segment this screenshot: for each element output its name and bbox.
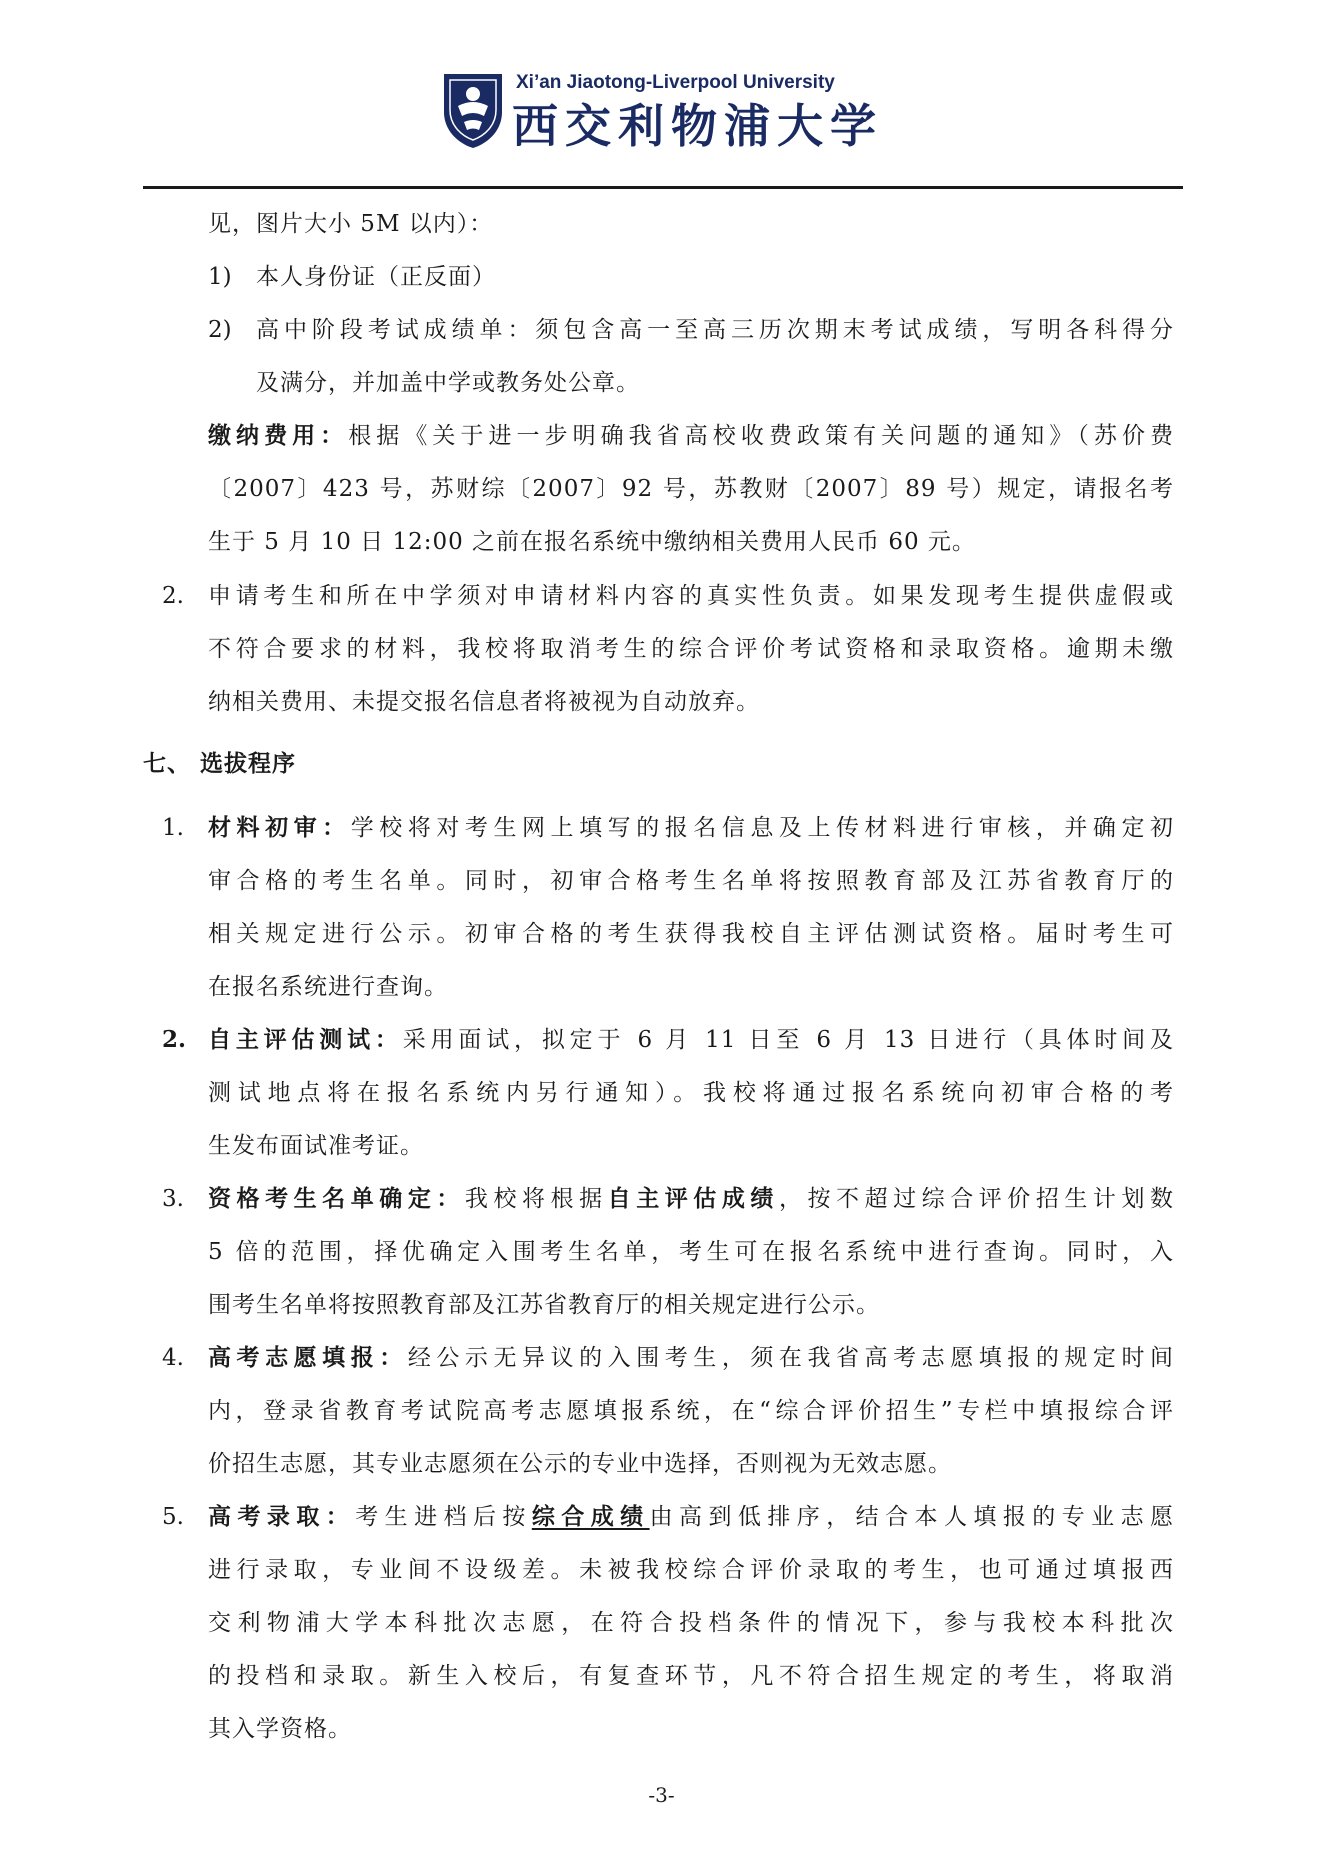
- step2-line2: 测试地点将在报名系统内另行通知）。我校将通过报名系统向初审合格的考: [208, 1080, 1174, 1106]
- step4-line3: 价招生志愿，其专业志愿须在公示的专业中选择，否则视为无效志愿。: [208, 1451, 952, 1477]
- step1-text1: 学校将对考生网上填写的报名信息及上传材料进行审核，并确定初: [350, 815, 1175, 841]
- step4-number: 4.: [162, 1345, 184, 1371]
- step5-line4: 的投档和录取。新生入校后，有复查环节，凡不符合招生规定的考生，将取消: [208, 1663, 1174, 1689]
- step4-line2: 内，登录省教育考试院高考志愿填报系统，在“综合评价招生”专栏中填报综合评: [208, 1398, 1174, 1424]
- fee-line1: [208, 420, 1174, 452]
- step2-number: 2.: [162, 1026, 187, 1053]
- step3-line1: [208, 1183, 1174, 1215]
- step3-line3: 围考生名单将按照教育部及江苏省教育厅的相关规定进行公示。: [208, 1292, 880, 1318]
- step3-text1c: ，按不超过综合评价招生计划数: [778, 1186, 1175, 1212]
- university-name-en: Xi’an Jiaotong-Liverpool University: [516, 72, 835, 93]
- item2-number: 2): [208, 317, 232, 343]
- fee-line2: 〔2007〕423 号，苏财综〔2007〕92 号，苏教财〔2007〕89 号）规定，请报名考: [208, 476, 1174, 502]
- point2-line2: 不符合要求的材料，我校将取消考生的综合评价考试资格和录取资格。逾期未缴: [208, 636, 1174, 662]
- step3-label: 资格考生名单确定：: [208, 1185, 465, 1212]
- point2-line3: 纳相关费用、未提交报名信息者将被视为自动放弃。: [208, 689, 760, 715]
- step4-label: 高考志愿填报：: [208, 1344, 408, 1371]
- intro-continuation: 见，图片大小 5M 以内）：: [208, 211, 494, 237]
- step1-line4: 在报名系统进行查询。: [208, 974, 448, 1000]
- step3-text1a: 我校将根据: [464, 1186, 608, 1212]
- step5-line5: 其入学资格。: [208, 1716, 352, 1742]
- step5-text1a: 考生进档后按: [355, 1504, 532, 1530]
- item2-line1: 高中阶段考试成绩单：须包含高一至高三历次期末考试成绩，写明各科得分: [256, 317, 1174, 343]
- item2-line2: 及满分，并加盖中学或教务处公章。: [256, 370, 640, 396]
- step2-line1: [208, 1024, 1174, 1056]
- fee-line3: 生于 5 月 10 日 12:00 之前在报名系统中缴纳相关费用人民币 60 元。: [208, 529, 976, 555]
- step5-line2: 进行录取，专业间不设级差。未被我校综合评价录取的考生，也可通过填报西: [208, 1557, 1174, 1583]
- step5-line3: 交利物浦大学本科批次志愿，在符合投档条件的情况下，参与我校本科批次: [208, 1610, 1174, 1636]
- step5-line1: [208, 1501, 1174, 1533]
- step3-line2: 5 倍的范围，择优确定入围考生名单，考生可在报名系统中进行查询。同时，入: [208, 1239, 1174, 1265]
- step5-number: 5.: [162, 1504, 184, 1530]
- step4-line1: [208, 1342, 1174, 1374]
- university-name-zh: 西交利物浦大学: [512, 99, 883, 153]
- step1-line2: 审合格的考生名单。同时，初审合格考生名单将按照教育部及江苏省教育厅的: [208, 868, 1174, 894]
- page-number: -3-: [648, 1783, 675, 1807]
- university-shield-icon: [442, 72, 504, 150]
- header-divider: [143, 186, 1183, 189]
- step1-line1: [208, 812, 1174, 844]
- step2-line3: 生发布面试准考证。: [208, 1133, 424, 1159]
- step1-label: 材料初审：: [208, 814, 351, 841]
- item1-number: 1): [208, 264, 232, 290]
- item1-text: 本人身份证（正反面）: [256, 264, 496, 290]
- step4-text1: 经公示无异议的入围考生，须在我省高考志愿填报的规定时间: [407, 1345, 1175, 1371]
- fee-text1: 根据《关于进一步明确我省高校收费政策有关问题的通知》（苏价费: [348, 423, 1175, 449]
- section7-heading: 七、 选拔程序: [143, 750, 297, 777]
- step3-emphasis: 自主评估成绩: [607, 1185, 779, 1212]
- step5-label: 高考录取：: [208, 1503, 356, 1530]
- step5-text1c: 由高到低排序，结合本人填报的专业志愿: [649, 1504, 1174, 1530]
- step1-line3: 相关规定进行公示。初审合格的考生获得我校自主评估测试资格。届时考生可: [208, 921, 1174, 947]
- point2-line1: 申请考生和所在中学须对申请材料内容的真实性负责。如果发现考生提供虚假或: [208, 583, 1174, 609]
- step3-number: 3.: [162, 1186, 184, 1212]
- page-header: [0, 66, 1323, 156]
- step1-number: 1.: [162, 815, 184, 841]
- point2-number: 2.: [162, 583, 184, 609]
- step2-text1: 采用面试，拟定于 6 月 11 日至 6 月 13 日进行（具体时间及: [402, 1027, 1175, 1053]
- fee-label: 缴纳费用：: [208, 422, 349, 449]
- step2-label: 自主评估测试：: [208, 1026, 403, 1053]
- step5-emphasis: 综合成绩: [531, 1503, 650, 1530]
